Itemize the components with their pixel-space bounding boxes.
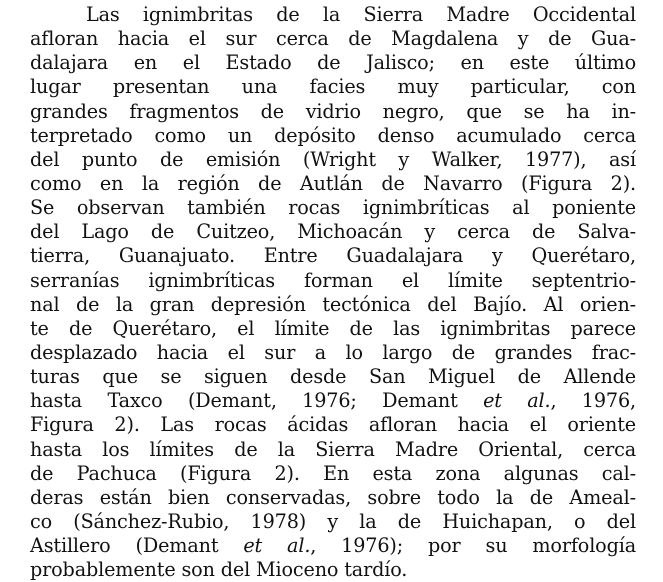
text-segment: Astillero (Demant <box>30 534 244 558</box>
text-line <box>30 510 636 534</box>
text-segment: dalajara en el Estado de Jalisco; en este último <box>30 51 636 75</box>
text-segment: probablemente son del Mioceno tardío. <box>30 558 408 582</box>
text-line <box>30 27 636 51</box>
text-segment: Figura 2). Las rocas ácidas afloran hacia el oriente <box>30 413 636 437</box>
text-line <box>30 75 636 99</box>
text-segment: tierra, Guanajuato. Entre Guadalajara y Querétaro, <box>30 244 636 268</box>
text-segment: hasta los límites de la Sierra Madre Oriental, cerca <box>30 437 636 461</box>
text-line <box>30 148 636 172</box>
text-line <box>30 100 636 124</box>
text-segment: terpretado como un depósito denso acumulado cerca <box>30 123 636 147</box>
text-segment: , 1976, <box>550 389 636 413</box>
text-segment: como en la región de Autlán de Navarro (Figura 2). <box>30 171 636 195</box>
text-segment: del Lago de Cuitzeo, Michoacán y cerca de Salva- <box>30 220 636 244</box>
text-line <box>30 365 636 389</box>
text-line <box>30 317 636 341</box>
text-line <box>30 293 636 317</box>
text-line <box>30 341 636 365</box>
italic-citation-segment: et al. <box>483 389 551 413</box>
text-line <box>30 3 636 27</box>
text-segment: lugar presentan una facies muy particular, con <box>30 75 636 99</box>
text-segment: de Pachuca (Figura 2). En esta zona algunas cal- <box>30 461 636 485</box>
text-line <box>30 438 636 462</box>
text-line <box>30 413 636 437</box>
text-line <box>30 196 636 220</box>
text-line <box>30 172 636 196</box>
document-page <box>30 3 636 582</box>
text-segment: nal de la gran depresión tectónica del Bajío. Al orien- <box>30 292 636 316</box>
text-segment: afloran hacia el sur cerca de Magdalena y de Gua- <box>30 27 636 51</box>
text-line <box>30 51 636 75</box>
text-segment: desplazado hacia el sur a lo largo de grandes frac- <box>30 340 636 364</box>
text-line <box>30 244 636 268</box>
body-paragraph <box>30 3 636 582</box>
text-line <box>30 558 636 582</box>
text-segment: Las ignimbritas de la Sierra Madre Occidental <box>86 3 636 26</box>
text-segment: deras están bien conservadas, sobre todo la de Ameal- <box>30 485 636 509</box>
text-line <box>30 124 636 148</box>
text-line <box>30 269 636 293</box>
text-segment: Se observan también rocas ignimbríticas al poniente <box>30 196 636 220</box>
text-segment: turas que se siguen desde San Miguel de Allende <box>30 365 636 389</box>
text-line <box>30 220 636 244</box>
text-segment: co (Sánchez-Rubio, 1978) y la de Huichapan, o del <box>30 509 636 533</box>
text-segment: , 1976); por su morfología <box>310 534 636 558</box>
text-segment: serranías ignimbríticas forman el límite septentrio- <box>30 268 636 292</box>
text-line <box>30 389 636 413</box>
text-segment: te de Querétaro, el límite de las ignimbritas parece <box>30 316 636 340</box>
text-line <box>30 534 636 558</box>
text-line <box>30 486 636 510</box>
text-segment: del punto de emisión (Wright y Walker, 1977), así <box>30 147 636 171</box>
text-line <box>30 462 636 486</box>
italic-citation-segment: et al. <box>243 534 311 558</box>
text-segment: hasta Taxco (Demant, 1976; Demant <box>30 389 484 413</box>
text-segment: grandes fragmentos de vidrio negro, que se ha in- <box>30 99 636 123</box>
